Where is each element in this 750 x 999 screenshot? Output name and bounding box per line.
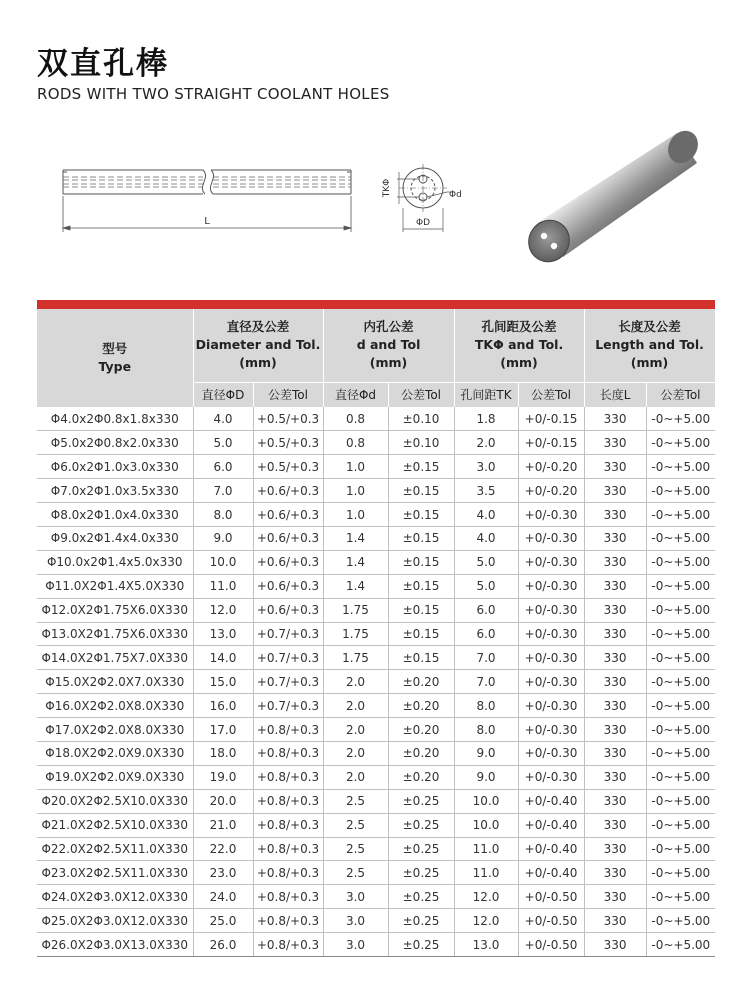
value-cell: +0.8/+0.3	[253, 741, 323, 765]
group-header-zh: 孔间距及公差	[481, 319, 557, 335]
value-cell: 8.0	[454, 718, 518, 742]
page-title: 双直孔棒	[37, 46, 169, 82]
value-cell: ±0.20	[388, 670, 454, 694]
type-cell: Φ5.0x2Φ0.8x2.0x330	[37, 431, 193, 455]
value-cell: 0.8	[323, 407, 388, 431]
value-cell: 12.0	[193, 598, 253, 622]
value-cell: 330	[584, 646, 646, 670]
value-cell: +0.8/+0.3	[253, 789, 323, 813]
group-header-unit: (mm)	[630, 355, 669, 371]
value-cell: +0/-0.50	[518, 933, 584, 957]
type-cell: Φ9.0x2Φ1.4x4.0x330	[37, 526, 193, 550]
value-cell: +0/-0.20	[518, 479, 584, 503]
value-cell: 3.0	[454, 455, 518, 479]
value-cell: 2.0	[454, 431, 518, 455]
value-cell: 9.0	[454, 741, 518, 765]
rod-product-image	[525, 125, 705, 270]
type-header-zh: 型号	[102, 341, 128, 356]
value-cell: -0~+5.00	[646, 885, 715, 909]
value-cell: 4.0	[454, 503, 518, 527]
value-cell: ±0.25	[388, 933, 454, 957]
page-subtitle: RODS WITH TWO STRAIGHT COOLANT HOLES	[37, 85, 390, 103]
type-cell: Φ12.0X2Φ1.75X6.0X330	[37, 598, 193, 622]
value-cell: +0/-0.30	[518, 670, 584, 694]
value-cell: +0/-0.20	[518, 455, 584, 479]
tk-group-header	[454, 309, 584, 382]
table-row	[37, 526, 715, 550]
value-cell: +0.7/+0.3	[253, 622, 323, 646]
value-cell: -0~+5.00	[646, 789, 715, 813]
table-row	[37, 670, 715, 694]
value-cell: -0~+5.00	[646, 526, 715, 550]
value-cell: 330	[584, 718, 646, 742]
value-cell: +0.8/+0.3	[253, 837, 323, 861]
table-row	[37, 598, 715, 622]
group-header-unit: (mm)	[500, 355, 538, 371]
type-cell: Φ19.0X2Φ2.0X9.0X330	[37, 765, 193, 789]
value-cell: ±0.25	[388, 789, 454, 813]
table-row	[37, 789, 715, 813]
value-cell: 330	[584, 694, 646, 718]
table-row	[37, 431, 715, 455]
value-cell: 1.4	[323, 526, 388, 550]
diameter-group-header	[193, 309, 323, 382]
type-cell: Φ22.0X2Φ2.5X11.0X330	[37, 837, 193, 861]
value-cell: 10.0	[454, 789, 518, 813]
value-cell: 17.0	[193, 718, 253, 742]
value-cell: -0~+5.00	[646, 741, 715, 765]
type-cell: Φ11.0X2Φ1.4X5.0X330	[37, 574, 193, 598]
value-cell: +0/-0.30	[518, 765, 584, 789]
group-header-en: Length and Tol.	[595, 337, 704, 353]
group-header-zh: 直径及公差	[226, 319, 290, 335]
value-cell: +0.6/+0.3	[253, 550, 323, 574]
value-cell: ±0.25	[388, 861, 454, 885]
value-cell: 2.5	[323, 837, 388, 861]
type-cell: Φ21.0X2Φ2.5X10.0X330	[37, 813, 193, 837]
value-cell: 2.0	[323, 694, 388, 718]
type-cell: Φ4.0x2Φ0.8x1.8x330	[37, 407, 193, 431]
value-cell: 2.0	[323, 765, 388, 789]
value-cell: 1.0	[323, 479, 388, 503]
value-cell: -0~+5.00	[646, 503, 715, 527]
value-cell: 16.0	[193, 694, 253, 718]
value-cell: -0~+5.00	[646, 670, 715, 694]
value-cell: -0~+5.00	[646, 933, 715, 957]
value-cell: 3.0	[323, 885, 388, 909]
value-cell: +0/-0.30	[518, 526, 584, 550]
value-cell: 330	[584, 765, 646, 789]
value-cell: 2.0	[323, 670, 388, 694]
value-cell: 5.0	[454, 574, 518, 598]
value-cell: 1.8	[454, 407, 518, 431]
value-cell: 2.5	[323, 813, 388, 837]
type-cell: Φ6.0x2Φ1.0x3.0x330	[37, 455, 193, 479]
type-cell: Φ8.0x2Φ1.0x4.0x330	[37, 503, 193, 527]
value-cell: ±0.15	[388, 574, 454, 598]
value-cell: 2.0	[323, 718, 388, 742]
value-cell: -0~+5.00	[646, 765, 715, 789]
value-cell: -0~+5.00	[646, 837, 715, 861]
value-cell: +0/-0.30	[518, 741, 584, 765]
value-cell: 330	[584, 574, 646, 598]
value-cell: ±0.10	[388, 431, 454, 455]
table-row	[37, 933, 715, 957]
type-cell: Φ16.0X2Φ2.0X8.0X330	[37, 694, 193, 718]
table-row	[37, 503, 715, 527]
value-cell: +0/-0.30	[518, 598, 584, 622]
value-cell: 10.0	[193, 550, 253, 574]
subheader-cell: 直径Φd	[323, 382, 388, 407]
subheader-cell: 公差Tol	[518, 382, 584, 407]
group-header-unit: (mm)	[239, 355, 277, 371]
length-group-header	[584, 309, 715, 382]
value-cell: ±0.15	[388, 598, 454, 622]
value-cell: 8.0	[454, 694, 518, 718]
type-cell: Φ25.0X2Φ3.0X12.0X330	[37, 909, 193, 933]
value-cell: ±0.20	[388, 718, 454, 742]
table-body	[37, 407, 715, 956]
value-cell: 26.0	[193, 933, 253, 957]
value-cell: +0.8/+0.3	[253, 765, 323, 789]
value-cell: -0~+5.00	[646, 598, 715, 622]
value-cell: +0.8/+0.3	[253, 861, 323, 885]
value-cell: +0/-0.30	[518, 718, 584, 742]
value-cell: 24.0	[193, 885, 253, 909]
table-row	[37, 694, 715, 718]
type-cell: Φ7.0x2Φ1.0x3.5x330	[37, 479, 193, 503]
group-header-zh: 长度及公差	[618, 319, 681, 335]
value-cell: ±0.25	[388, 909, 454, 933]
subheader-cell: 孔间距TK	[454, 382, 518, 407]
value-cell: 11.0	[454, 837, 518, 861]
table-row	[37, 837, 715, 861]
table-row	[37, 479, 715, 503]
value-cell: 330	[584, 789, 646, 813]
value-cell: 25.0	[193, 909, 253, 933]
table-row	[37, 622, 715, 646]
value-cell: +0.8/+0.3	[253, 718, 323, 742]
value-cell: 11.0	[193, 574, 253, 598]
value-cell: +0/-0.40	[518, 813, 584, 837]
value-cell: -0~+5.00	[646, 479, 715, 503]
value-cell: 5.0	[193, 431, 253, 455]
outer-diameter-label: ΦD	[415, 218, 431, 228]
subheader-cell: 长度L	[584, 382, 646, 407]
value-cell: +0.6/+0.3	[253, 526, 323, 550]
rod-side-view-drawing	[55, 150, 365, 240]
value-cell: +0.5/+0.3	[253, 455, 323, 479]
value-cell: ±0.15	[388, 622, 454, 646]
value-cell: 330	[584, 837, 646, 861]
value-cell: 8.0	[193, 503, 253, 527]
type-cell: Φ23.0X2Φ2.5X11.0X330	[37, 861, 193, 885]
value-cell: 7.0	[454, 646, 518, 670]
value-cell: 3.0	[323, 909, 388, 933]
value-cell: 1.4	[323, 574, 388, 598]
value-cell: 13.0	[193, 622, 253, 646]
value-cell: +0.7/+0.3	[253, 694, 323, 718]
value-cell: 5.0	[454, 550, 518, 574]
value-cell: 6.0	[193, 455, 253, 479]
value-cell: 13.0	[454, 933, 518, 957]
value-cell: +0/-0.40	[518, 837, 584, 861]
value-cell: ±0.15	[388, 479, 454, 503]
value-cell: 330	[584, 670, 646, 694]
spec-table	[37, 309, 716, 957]
group-header-en: TKΦ and Tol.	[474, 337, 564, 353]
value-cell: +0.8/+0.3	[253, 933, 323, 957]
value-cell: +0.6/+0.3	[253, 479, 323, 503]
table-row	[37, 909, 715, 933]
value-cell: 330	[584, 933, 646, 957]
value-cell: 11.0	[454, 861, 518, 885]
value-cell: 6.0	[454, 598, 518, 622]
value-cell: +0.5/+0.3	[253, 407, 323, 431]
value-cell: -0~+5.00	[646, 455, 715, 479]
type-cell: Φ13.0X2Φ1.75X6.0X330	[37, 622, 193, 646]
value-cell: ±0.20	[388, 694, 454, 718]
value-cell: -0~+5.00	[646, 622, 715, 646]
value-cell: 1.75	[323, 622, 388, 646]
value-cell: 14.0	[193, 646, 253, 670]
value-cell: +0.6/+0.3	[253, 574, 323, 598]
type-cell: Φ10.0x2Φ1.4x5.0x330	[37, 550, 193, 574]
subheader-cell: 直径ΦD	[193, 382, 253, 407]
tk-dimension-label: TKΦ	[382, 178, 392, 198]
value-cell: +0/-0.30	[518, 503, 584, 527]
value-cell: ±0.15	[388, 646, 454, 670]
value-cell: 330	[584, 455, 646, 479]
table-row	[37, 574, 715, 598]
value-cell: +0.7/+0.3	[253, 646, 323, 670]
value-cell: +0/-0.15	[518, 407, 584, 431]
value-cell: +0/-0.40	[518, 861, 584, 885]
value-cell: +0.7/+0.3	[253, 670, 323, 694]
value-cell: ±0.15	[388, 550, 454, 574]
value-cell: ±0.15	[388, 455, 454, 479]
value-cell: 330	[584, 503, 646, 527]
value-cell: -0~+5.00	[646, 909, 715, 933]
value-cell: 9.0	[454, 765, 518, 789]
value-cell: 330	[584, 885, 646, 909]
value-cell: 10.0	[454, 813, 518, 837]
value-cell: ±0.25	[388, 885, 454, 909]
type-header	[37, 309, 193, 407]
type-cell: Φ18.0X2Φ2.0X9.0X330	[37, 741, 193, 765]
table-accent-bar	[37, 300, 715, 309]
table-row	[37, 861, 715, 885]
value-cell: 1.75	[323, 598, 388, 622]
value-cell: 330	[584, 622, 646, 646]
value-cell: +0/-0.50	[518, 885, 584, 909]
value-cell: 0.8	[323, 431, 388, 455]
value-cell: 7.0	[454, 670, 518, 694]
value-cell: -0~+5.00	[646, 431, 715, 455]
type-cell: Φ24.0X2Φ3.0X12.0X330	[37, 885, 193, 909]
value-cell: 2.0	[323, 741, 388, 765]
value-cell: ±0.20	[388, 741, 454, 765]
value-cell: +0/-0.30	[518, 574, 584, 598]
value-cell: ±0.25	[388, 813, 454, 837]
value-cell: -0~+5.00	[646, 694, 715, 718]
table-row	[37, 550, 715, 574]
table-row	[37, 407, 715, 431]
value-cell: ±0.10	[388, 407, 454, 431]
value-cell: -0~+5.00	[646, 861, 715, 885]
value-cell: +0/-0.50	[518, 909, 584, 933]
value-cell: 330	[584, 909, 646, 933]
value-cell: 1.0	[323, 503, 388, 527]
value-cell: 1.0	[323, 455, 388, 479]
value-cell: +0.8/+0.3	[253, 813, 323, 837]
value-cell: -0~+5.00	[646, 407, 715, 431]
value-cell: -0~+5.00	[646, 718, 715, 742]
type-cell: Φ15.0X2Φ2.0X7.0X330	[37, 670, 193, 694]
group-header-en: Diameter and Tol.	[195, 337, 321, 353]
value-cell: -0~+5.00	[646, 646, 715, 670]
value-cell: +0/-0.40	[518, 789, 584, 813]
hole-diameter-label: Φd	[449, 190, 462, 200]
value-cell: 1.4	[323, 550, 388, 574]
table-row	[37, 455, 715, 479]
subheader-cell: 公差Tol	[646, 382, 715, 407]
table-row	[37, 765, 715, 789]
value-cell: +0/-0.15	[518, 431, 584, 455]
type-cell: Φ14.0X2Φ1.75X7.0X330	[37, 646, 193, 670]
value-cell: 3.0	[323, 933, 388, 957]
value-cell: 22.0	[193, 837, 253, 861]
value-cell: +0.6/+0.3	[253, 598, 323, 622]
value-cell: 12.0	[454, 909, 518, 933]
length-dimension-label: L	[204, 216, 210, 227]
value-cell: +0.8/+0.3	[253, 909, 323, 933]
value-cell: 2.5	[323, 789, 388, 813]
table-row	[37, 646, 715, 670]
value-cell: -0~+5.00	[646, 813, 715, 837]
value-cell: 7.0	[193, 479, 253, 503]
value-cell: +0.5/+0.3	[253, 431, 323, 455]
value-cell: 1.75	[323, 646, 388, 670]
value-cell: +0/-0.30	[518, 550, 584, 574]
value-cell: 330	[584, 550, 646, 574]
value-cell: 330	[584, 479, 646, 503]
group-header-zh: 内孔公差	[363, 319, 414, 335]
rod-cross-section-drawing	[375, 150, 475, 240]
value-cell: 20.0	[193, 789, 253, 813]
hole-group-header	[323, 309, 454, 382]
subheader-cell: 公差Tol	[388, 382, 454, 407]
subheader-cell: 公差Tol	[253, 382, 323, 407]
value-cell: +0/-0.30	[518, 622, 584, 646]
value-cell: 12.0	[454, 885, 518, 909]
table-header-row	[37, 309, 715, 382]
value-cell: 21.0	[193, 813, 253, 837]
table-row	[37, 741, 715, 765]
value-cell: ±0.15	[388, 526, 454, 550]
value-cell: 330	[584, 526, 646, 550]
value-cell: 330	[584, 861, 646, 885]
value-cell: 330	[584, 431, 646, 455]
type-cell: Φ20.0X2Φ2.5X10.0X330	[37, 789, 193, 813]
group-header-en: d and Tol	[356, 337, 421, 353]
group-header-unit: (mm)	[369, 355, 408, 371]
type-header-en: Type	[98, 359, 132, 374]
value-cell: 18.0	[193, 741, 253, 765]
value-cell: 15.0	[193, 670, 253, 694]
value-cell: 19.0	[193, 765, 253, 789]
value-cell: 3.5	[454, 479, 518, 503]
value-cell: ±0.15	[388, 503, 454, 527]
value-cell: 330	[584, 598, 646, 622]
value-cell: 2.5	[323, 861, 388, 885]
type-cell: Φ17.0X2Φ2.0X8.0X330	[37, 718, 193, 742]
value-cell: 330	[584, 407, 646, 431]
value-cell: +0/-0.30	[518, 646, 584, 670]
table-row	[37, 813, 715, 837]
value-cell: +0/-0.30	[518, 694, 584, 718]
value-cell: +0.8/+0.3	[253, 885, 323, 909]
value-cell: ±0.25	[388, 837, 454, 861]
value-cell: 330	[584, 813, 646, 837]
type-cell: Φ26.0X2Φ3.0X13.0X330	[37, 933, 193, 957]
value-cell: 4.0	[454, 526, 518, 550]
table-row	[37, 718, 715, 742]
value-cell: ±0.20	[388, 765, 454, 789]
value-cell: 330	[584, 741, 646, 765]
value-cell: 6.0	[454, 622, 518, 646]
value-cell: -0~+5.00	[646, 574, 715, 598]
value-cell: +0.6/+0.3	[253, 503, 323, 527]
value-cell: 9.0	[193, 526, 253, 550]
value-cell: 4.0	[193, 407, 253, 431]
table-row	[37, 885, 715, 909]
value-cell: 23.0	[193, 861, 253, 885]
value-cell: -0~+5.00	[646, 550, 715, 574]
